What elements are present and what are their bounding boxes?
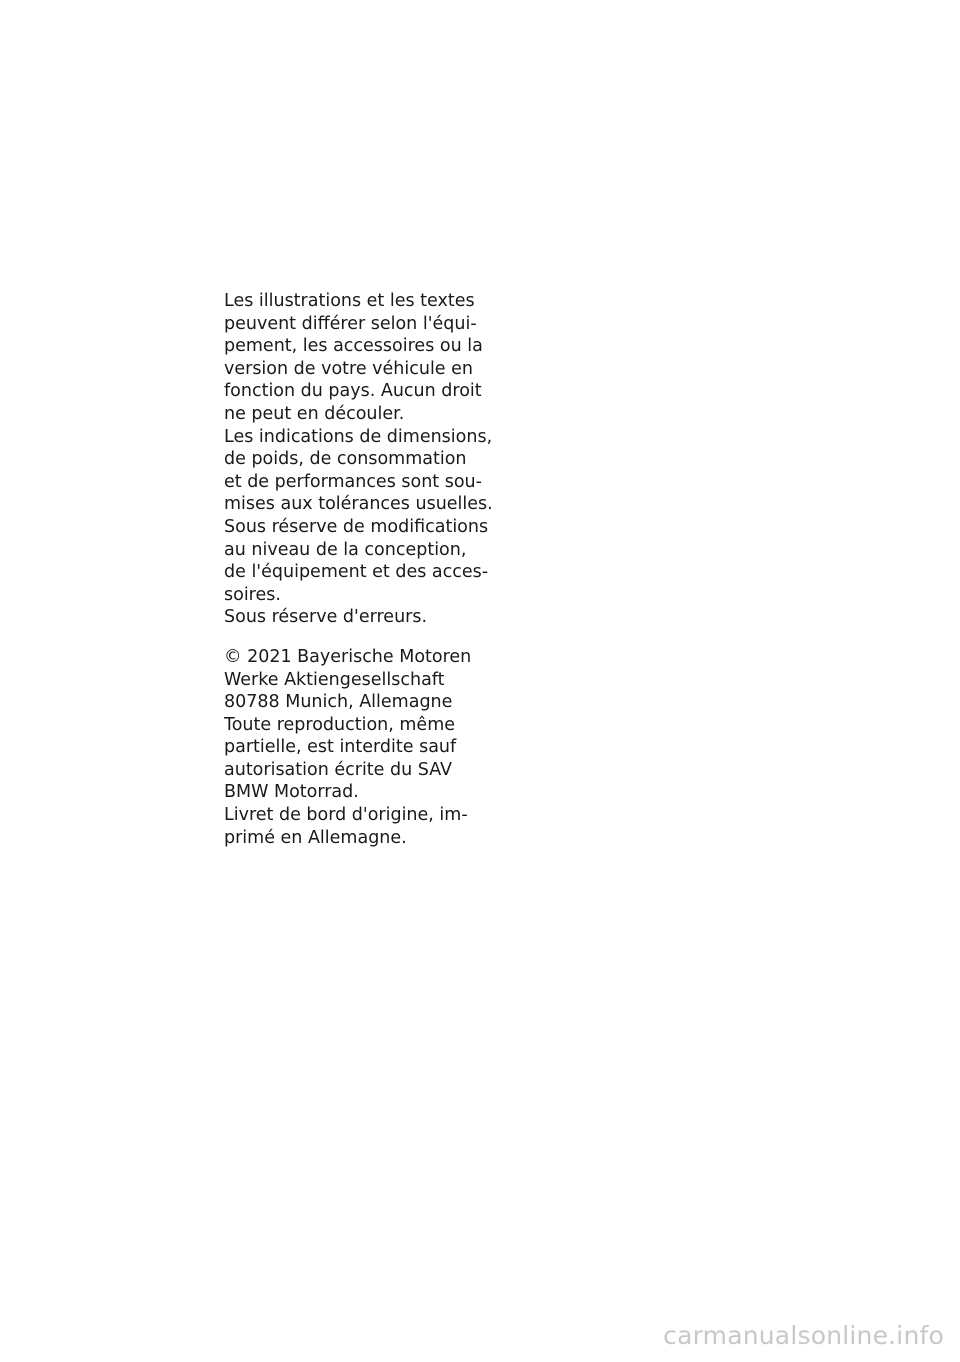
copyright-line: © 2021 Bayerische Motoren [224, 646, 472, 667]
disclaimer-line: fonction du pays. Aucun droit [224, 381, 482, 402]
copyright-line: primé en Allemagne. [224, 827, 407, 848]
copyright-line: 80788 Munich, Allemagne [224, 692, 453, 713]
disclaimer-line: Les indications de dimensions, [224, 426, 493, 447]
disclaimer-line: pement, les accessoires ou la [224, 336, 483, 357]
disclaimer-line: de poids, de consommation [224, 449, 467, 470]
copyright-line: Toute reproduction, même [224, 714, 456, 735]
watermark-text: carmanualsonline.info [663, 1321, 944, 1350]
paragraph-spacer [224, 629, 504, 646]
disclaimer-line: au niveau de la conception, [224, 539, 467, 560]
legal-notice [224, 290, 504, 849]
copyright-line: Werke Aktiengesellschaft [224, 669, 445, 690]
disclaimer-line: Sous réserve d'erreurs. [224, 607, 428, 628]
disclaimer-line: de l'équipement et des acces- [224, 562, 489, 583]
disclaimer-line: version de votre véhicule en [224, 358, 473, 379]
disclaimer-line: ne peut en découler. [224, 403, 405, 424]
disclaimer-paragraph [224, 290, 504, 629]
copyright-line: partielle, est interdite sauf [224, 737, 457, 758]
copyright-paragraph [224, 646, 504, 849]
disclaimer-line: Les illustrations et les textes [224, 291, 475, 311]
copyright-line: autorisation écrite du SAV [224, 759, 453, 780]
disclaimer-line: soires. [224, 584, 281, 605]
disclaimer-line: Sous réserve de modifications [224, 516, 489, 537]
copyright-line: Livret de bord d'origine, im- [224, 805, 468, 826]
disclaimer-line: et de performances sont sou- [224, 471, 482, 492]
copyright-line: BMW Motorrad. [224, 782, 359, 803]
disclaimer-line: mises aux tolérances usuelles. [224, 494, 493, 515]
disclaimer-line: peuvent différer selon l'équi- [224, 313, 477, 334]
